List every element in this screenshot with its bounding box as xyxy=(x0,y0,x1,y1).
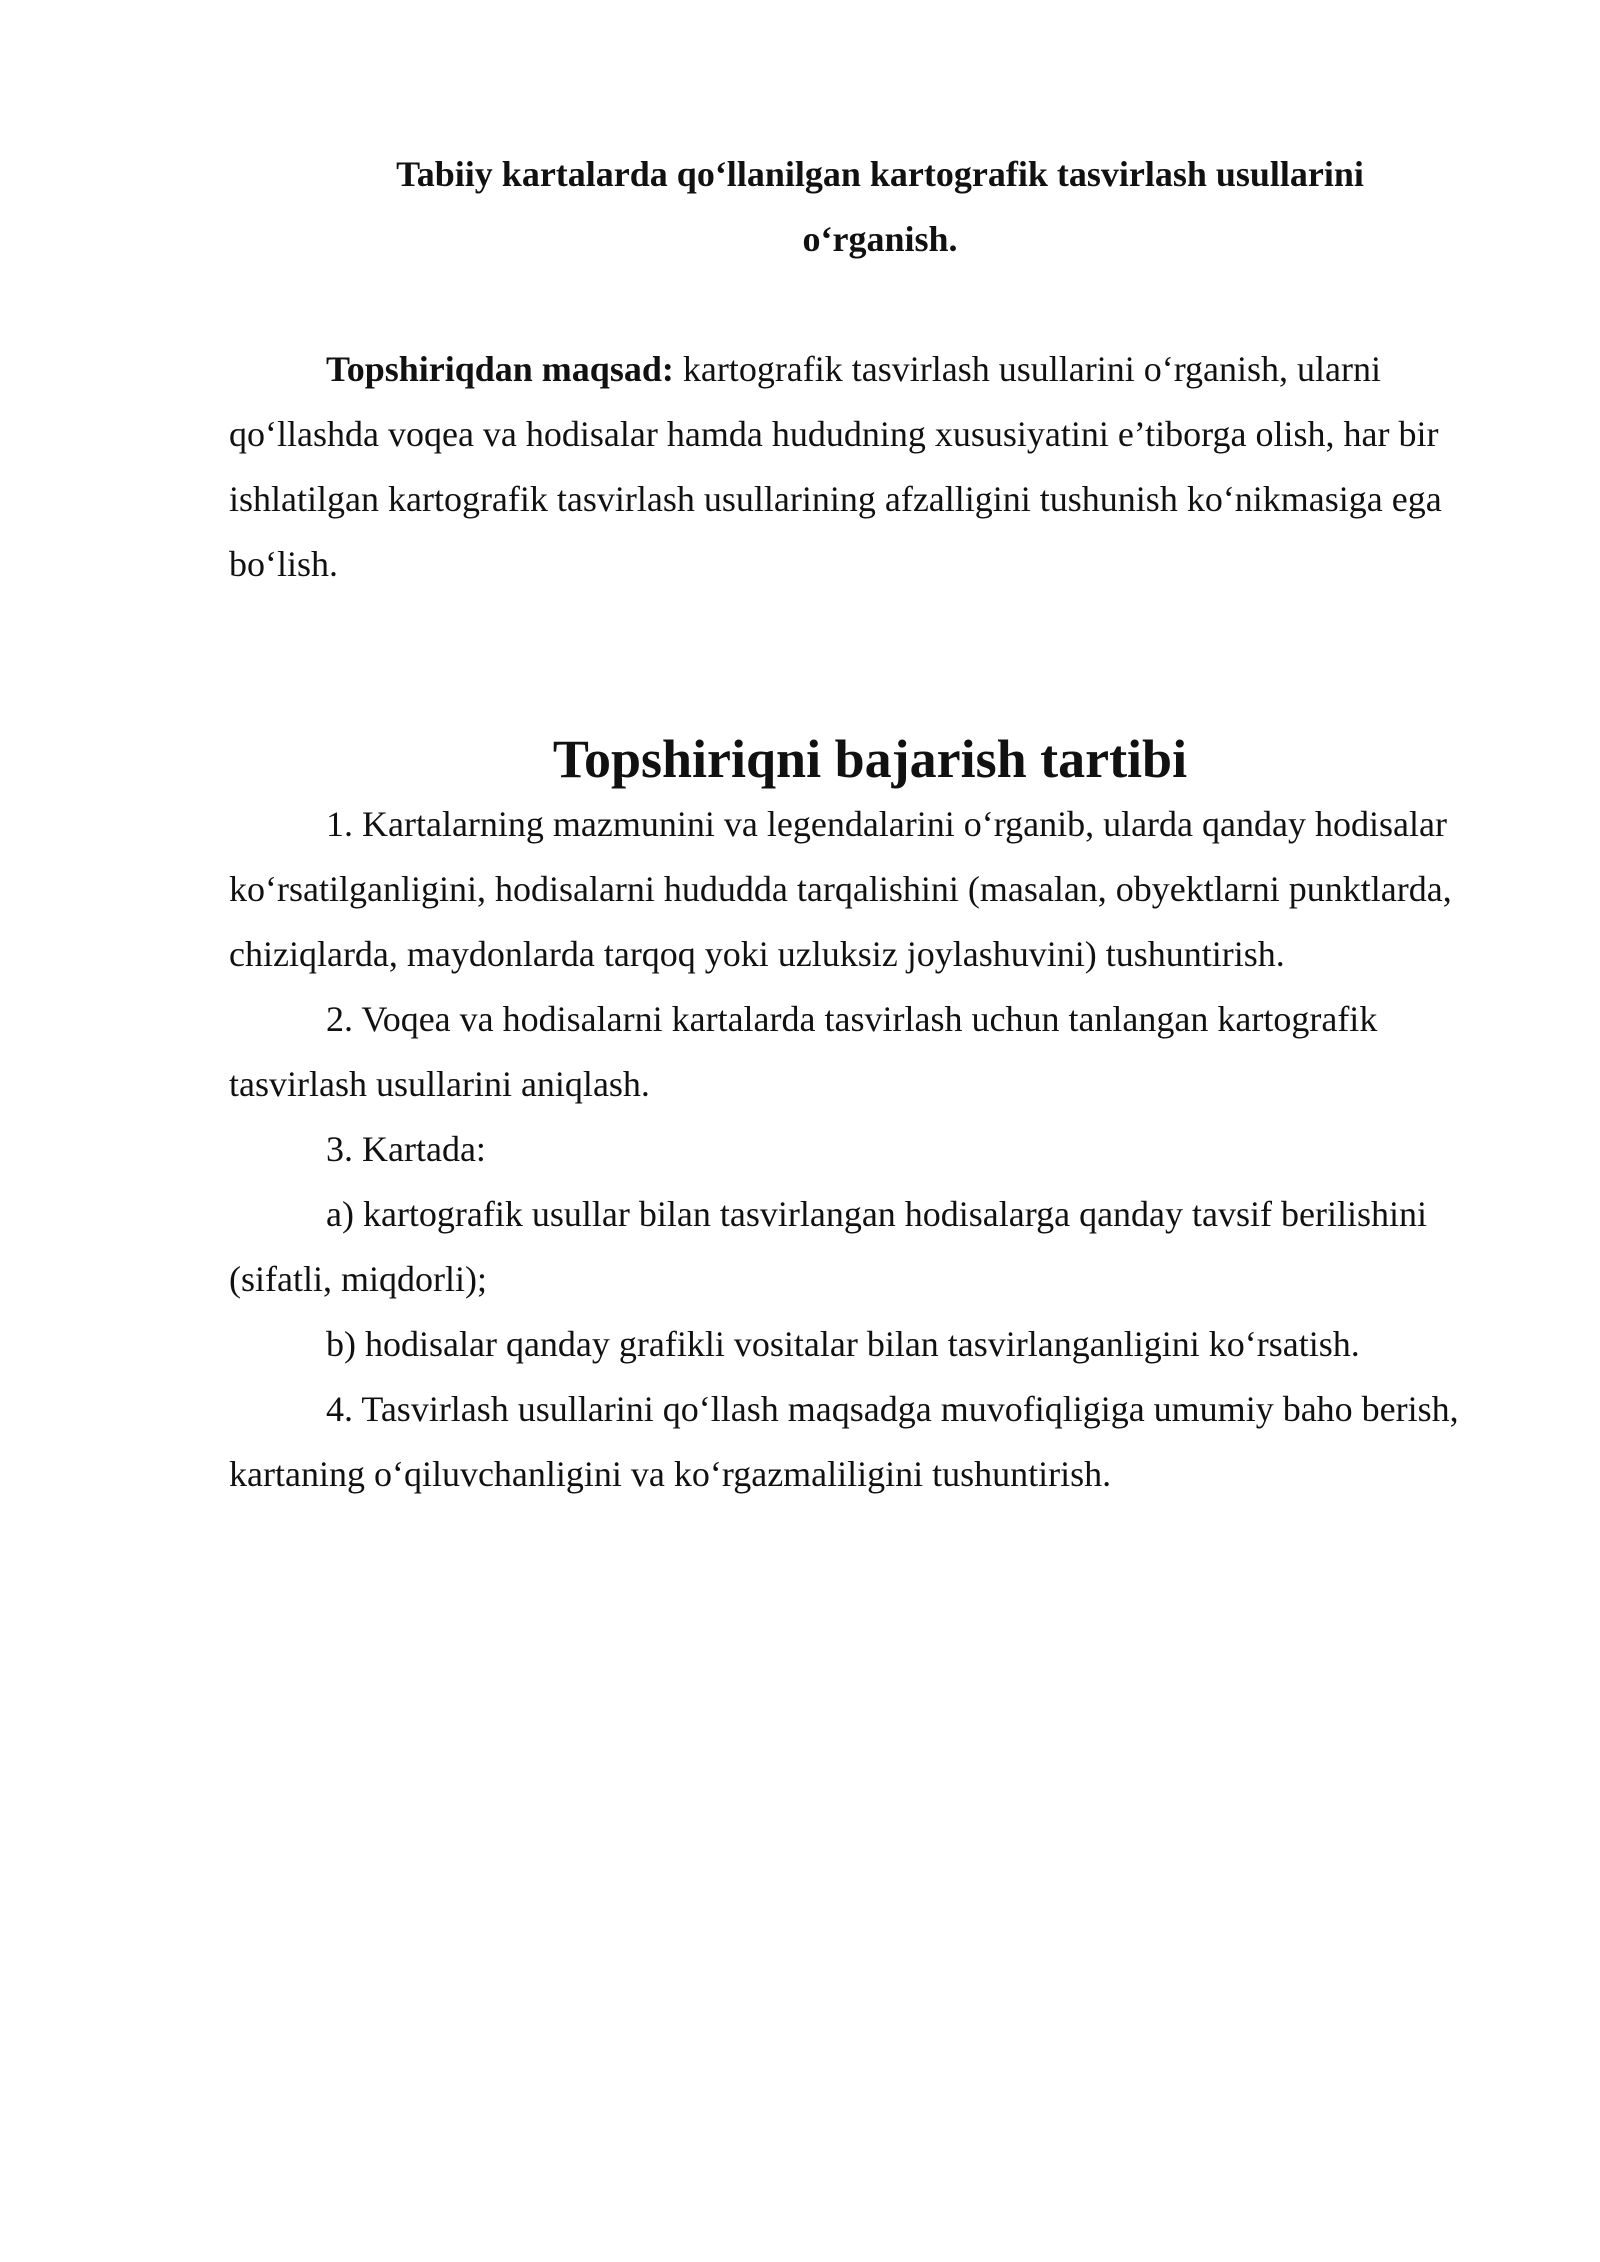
document-title xyxy=(229,142,1491,272)
goal-paragraph xyxy=(229,337,1491,597)
step-3b: b) hodisalar qanday grafikli vositalar bilan tasvirlanganligini ko‘rsatish. xyxy=(326,1324,1360,1364)
goal-text: kartografik tasvirlash usullarini o‘rganish, ularni qo‘llashda voqea va hodisalar hamda hududning xususiyatini e’tiborga olish, har bir ishlatilgan kartografik tasvirlash usullarining afzalligini tushunish ko‘nikmasiga ega bo‘lish. xyxy=(229,349,1442,584)
step-3: 3. Kartada: xyxy=(326,1129,486,1169)
document-content xyxy=(229,142,1491,1507)
step-2: 2. Voqea va hodisalarni kartalarda tasvirlash uchun tanlangan kartografik tasvirlash usullarini aniqlash. xyxy=(229,999,1378,1104)
title-line-2: o‘rganish. xyxy=(802,219,958,259)
title-line-1: Tabiiy kartalarda qo‘llanilgan kartografik tasvirlash usullarini xyxy=(396,154,1364,194)
step-1: 1. Kartalarning mazmunini va legendalarini o‘rganib, ularda qanday hodisalar ko‘rsatilganligini, hodisalarni hududda tarqalishini (masalan, obyektlarni punktlarda, chiziqlarda, maydonlarda tarqoq yoki uzluksiz joylashuvini) tushuntirish. xyxy=(229,804,1452,974)
goal-label: Topshiriqdan maqsad: xyxy=(326,349,674,389)
step-3a: a) kartografik usullar bilan tasvirlangan hodisalarga qanday tavsif berilishini (sifatli, miqdorli); xyxy=(229,1194,1428,1299)
step-4: 4. Tasvirlash usullarini qo‘llash maqsadga muvofiqligiga umumiy baho berish, kartaning o‘qiluvchanligini va ko‘rgazmaliligini tushuntirish. xyxy=(229,1389,1459,1494)
procedure-heading: Topshiriqni bajarish tartibi xyxy=(552,729,1188,789)
